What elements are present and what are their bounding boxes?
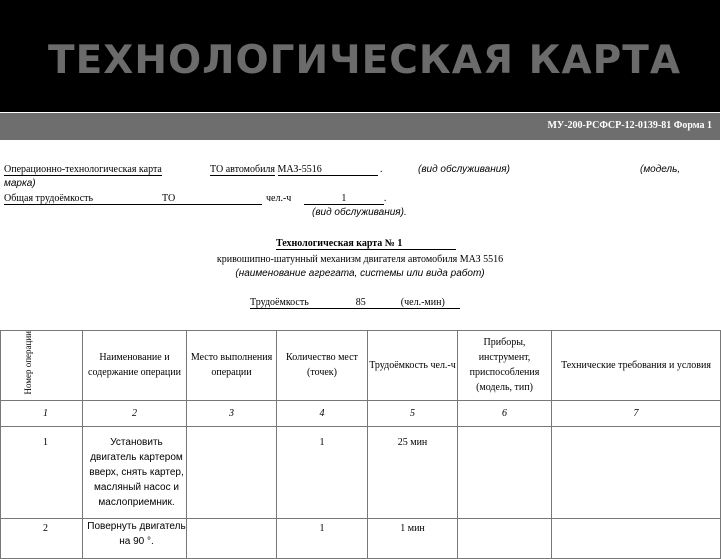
operations-table — [0, 330, 721, 559]
row-op-tools — [458, 518, 552, 558]
model-hint: (модель, — [640, 164, 681, 175]
header-line-1 — [4, 164, 162, 176]
row-op-count: 1 — [277, 426, 368, 518]
service-type-hint: (вид обслуживания) — [418, 164, 510, 175]
header-to-field: ТО автомобиля МАЗ-5516 . — [210, 164, 383, 175]
row-op-name: Повернуть двигатель на 90 °. — [83, 518, 187, 558]
table-row — [1, 518, 721, 558]
header-op-count: Количество мест (точек) — [277, 331, 368, 401]
col-num-6: 6 — [458, 400, 552, 426]
card-type-label: Операционно-технологическая карта — [4, 164, 162, 175]
row-op-labor: 25 мин — [368, 426, 458, 518]
form-code: МУ-200-РСФСР-12-0139-81 Форма 1 — [547, 120, 712, 131]
row-op-requirements — [552, 426, 721, 518]
table-row — [1, 426, 721, 518]
total-labor-to: ТО — [162, 193, 262, 205]
to-label: ТО автомобиля — [210, 164, 276, 175]
labor-line — [250, 297, 460, 309]
labor-value: 85 — [355, 297, 366, 308]
labor-unit: (чел.-мин) — [400, 297, 445, 308]
row-op-requirements — [552, 518, 721, 558]
header-op-tools: Приборы, инструмент, приспособления (модель, тип) — [458, 331, 552, 401]
col-num-5: 5 — [368, 400, 458, 426]
row-num: 2 — [1, 518, 83, 558]
form-bar — [0, 112, 720, 140]
row-op-name: Установить двигатель картером вверх, снять картер, масляный насос и маслоприемник. — [83, 426, 187, 518]
title-bar — [0, 0, 720, 112]
service-type-hint-2: (вид обслуживания). — [312, 207, 407, 218]
col-num-2: 2 — [83, 400, 187, 426]
header-line-3 — [4, 193, 262, 205]
column-numbers-row — [1, 400, 721, 426]
card-title: Технологическая карта № 1 — [276, 238, 456, 250]
labor-label: Трудоёмкость — [250, 297, 309, 308]
total-labor-unit: чел.-ч — [266, 193, 292, 204]
col-num-1: 1 — [1, 400, 83, 426]
row-op-place — [187, 426, 277, 518]
table-header-row — [1, 331, 721, 401]
total-labor-label: Общая трудоёмкость — [4, 193, 162, 205]
slide-title: ТЕХНОЛОГИЧЕСКАЯ КАРТА — [48, 38, 682, 83]
vehicle-model: МАЗ-5516 — [278, 164, 378, 176]
row-num: 1 — [1, 426, 83, 518]
card-title-field — [276, 238, 456, 250]
row-op-tools — [458, 426, 552, 518]
col-num-3: 3 — [187, 400, 277, 426]
total-labor-value-field: чел.-ч 1 . — [266, 193, 387, 204]
col-num-4: 4 — [277, 400, 368, 426]
header-op-labor: Трудоёмкость чел.-ч — [368, 331, 458, 401]
labor-field — [250, 297, 460, 309]
card-subject-hint: (наименование агрегата, системы или вида работ) — [235, 268, 485, 279]
row-op-count: 1 — [277, 518, 368, 558]
card-subject: кривошипно-шатунный механизм двигателя автомобиля МАЗ 5516 — [216, 254, 504, 265]
col-num-7: 7 — [552, 400, 721, 426]
header-op-name: Наименование и содержание операции — [83, 331, 187, 401]
total-labor-value: 1 — [304, 193, 384, 205]
header-op-place: Место выполнения операции — [187, 331, 277, 401]
header-op-requirements: Технические требования и условия — [552, 331, 721, 401]
row-op-labor: 1 мин — [368, 518, 458, 558]
row-op-place — [187, 518, 277, 558]
header-op-number: Номер операции — [1, 331, 83, 401]
brand-hint: марка) — [4, 178, 36, 189]
